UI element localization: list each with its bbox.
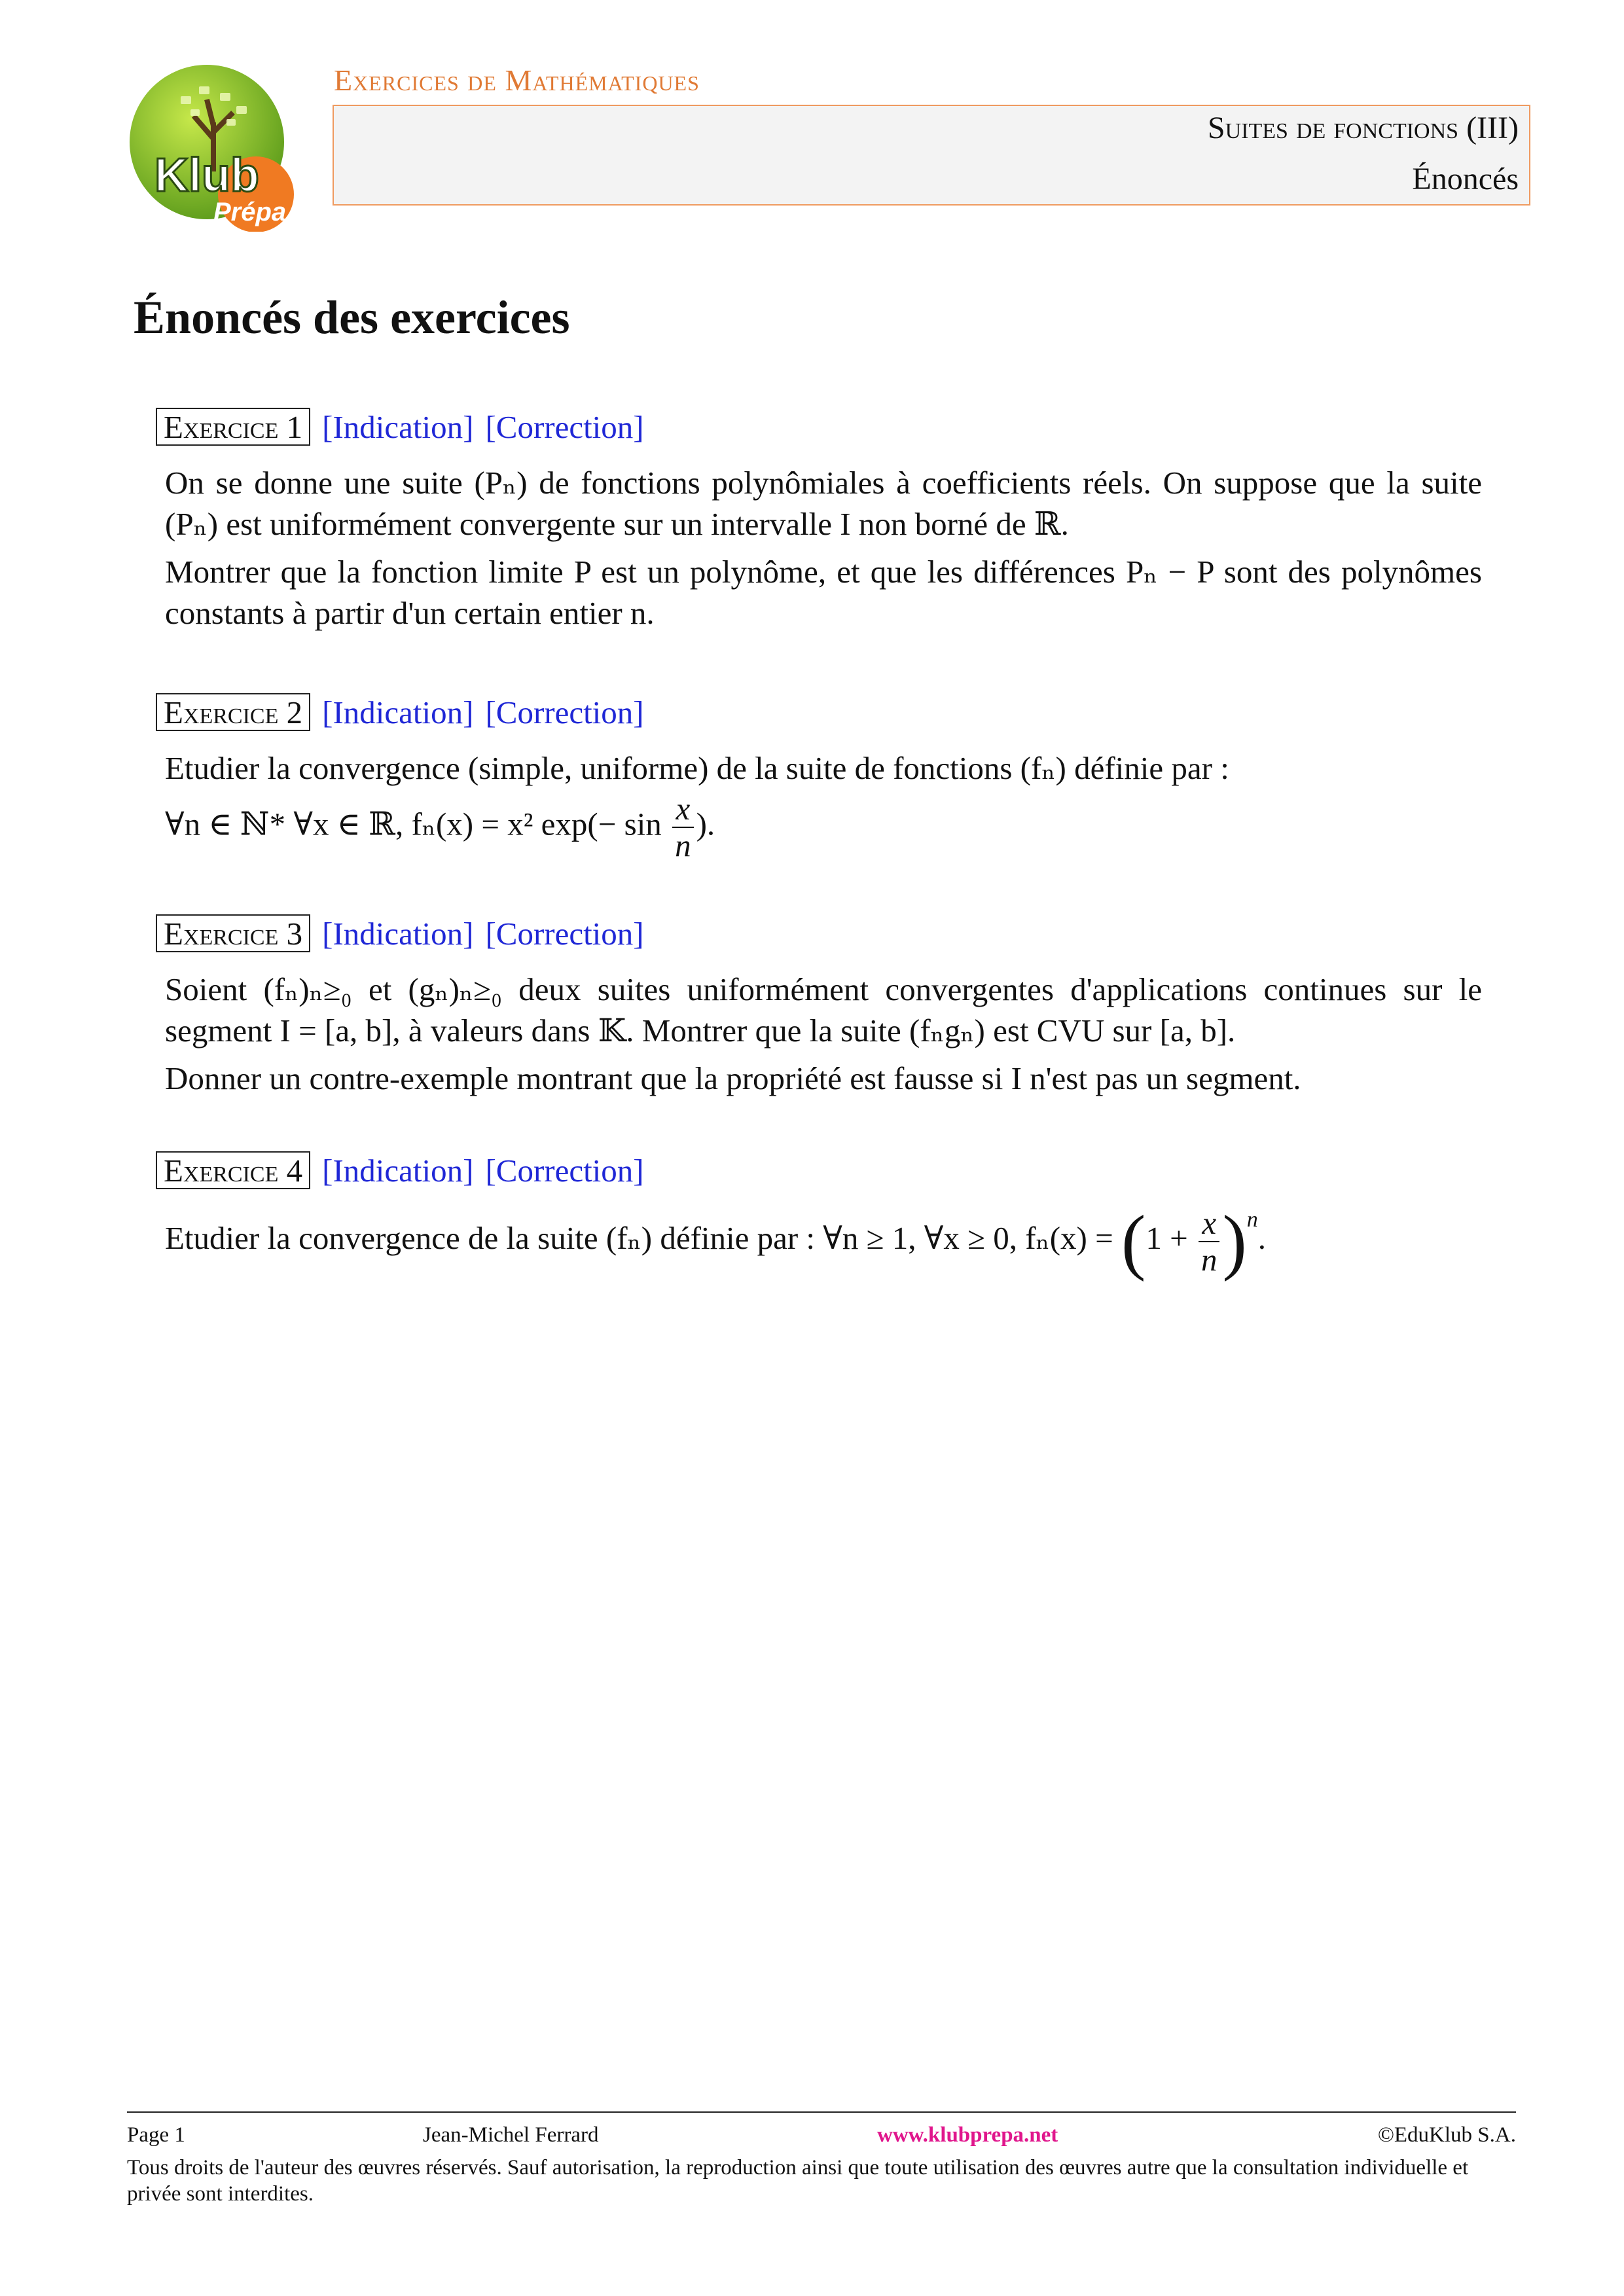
exercise-4-header <box>156 1149 644 1191</box>
exponent: n <box>1246 1208 1258 1232</box>
formula-right: ). <box>696 806 715 842</box>
exercise-formula <box>165 1199 1482 1282</box>
formula-one-plus: 1 + <box>1146 1220 1188 1256</box>
indication-link[interactable]: [Indication] <box>322 694 474 730</box>
exercise-1-header <box>156 406 644 448</box>
exercise-text: Montrer que la fonction limite P est un polynôme, et que les différences Pₙ − P sont des polynômes constants à partir d'un certain entier n. <box>165 554 1482 631</box>
klubprepa-logo <box>115 60 312 232</box>
formula-left: ∀n ∈ ℕ* ∀x ∈ ℝ, fₙ(x) = x² exp(− sin <box>165 806 662 842</box>
formula-end: . <box>1257 1220 1266 1256</box>
exercise-text: Donner un contre-exemple montrant que la propriété est fausse si I n'est pas un segment. <box>165 1060 1301 1096</box>
paren-open: ( <box>1121 1200 1146 1282</box>
header-box <box>333 105 1530 206</box>
correction-link[interactable]: [Correction] <box>485 915 644 952</box>
exercise-formula <box>165 791 1482 863</box>
exercise-label: Exercice 4 <box>156 1151 310 1189</box>
exercise-1-body <box>165 462 1482 640</box>
fraction <box>1199 1206 1220 1278</box>
fraction <box>672 791 694 863</box>
footer-page: Page 1 <box>127 2123 185 2147</box>
fraction-denominator: n <box>675 827 691 863</box>
correction-link[interactable]: [Correction] <box>485 1152 644 1189</box>
exercise-3-body <box>165 969 1482 1105</box>
indication-link[interactable]: [Indication] <box>322 1152 474 1189</box>
footer-site-link[interactable]: www.klubprepa.net <box>877 2123 1058 2147</box>
paren-close: ) <box>1222 1200 1247 1282</box>
formula-left: Etudier la convergence de la suite (fₙ) définie par : ∀n ≥ 1, ∀x ≥ 0, fₙ(x) = <box>165 1220 1113 1256</box>
topic-title: Suites de fonctions (III) <box>1207 111 1519 145</box>
footer-rights-note: Tous droits de l'auteur des œuvres réservés. Sauf autorisation, la reproduction ainsi que toute utilisation des œuvres autre que la consultation individuelle et privée sont interdites. <box>127 2156 1469 2206</box>
exercise-2-body <box>165 747 1482 870</box>
exercise-3-header <box>156 912 644 954</box>
exercise-label: Exercice 2 <box>156 693 310 731</box>
page-title: Énoncés des exercices <box>134 291 570 344</box>
exercise-label: Exercice 1 <box>156 408 310 446</box>
svg-text:Klub: Klub <box>154 149 259 202</box>
fraction-numerator: x <box>1199 1206 1220 1242</box>
fraction-numerator: x <box>672 791 694 828</box>
section-title: Énoncés <box>1412 162 1519 196</box>
indication-link[interactable]: [Indication] <box>322 915 474 952</box>
exercise-2-header <box>156 691 644 733</box>
exercise-4-body <box>165 1199 1482 1285</box>
exercise-text: Etudier la convergence (simple, uniforme) de la suite de fonctions (fₙ) définie par : <box>165 750 1229 786</box>
correction-link[interactable]: [Correction] <box>485 408 644 445</box>
logo-graphic <box>115 60 312 232</box>
fraction-denominator: n <box>1200 1241 1218 1278</box>
footer-copyright: ©EduKlub S.A. <box>1377 2123 1516 2147</box>
exercise-text: Soient (fₙ)ₙ≥₀ et (gₙ)ₙ≥₀ deux suites uniformément convergentes d'applications continues sur le segment I = [a, b], à valeurs dans 𝕂. Montrer que la suite (fₙgₙ) est CVU sur [a, b]. <box>165 971 1482 1049</box>
exercise-text: On se donne une suite (Pₙ) de fonctions polynômiales à coefficients réels. On suppose que la suite (Pₙ) est uniformément convergente sur un intervalle I non borné de ℝ. <box>165 465 1482 542</box>
svg-text:Prépa: Prépa <box>213 198 287 226</box>
indication-link[interactable]: [Indication] <box>322 408 474 445</box>
footer-divider <box>127 2111 1516 2113</box>
exercise-label: Exercice 3 <box>156 914 310 952</box>
correction-link[interactable]: [Correction] <box>485 694 644 730</box>
series-title: Exercices de Mathématiques <box>334 63 700 97</box>
footer-author: Jean-Michel Ferrard <box>423 2123 599 2147</box>
